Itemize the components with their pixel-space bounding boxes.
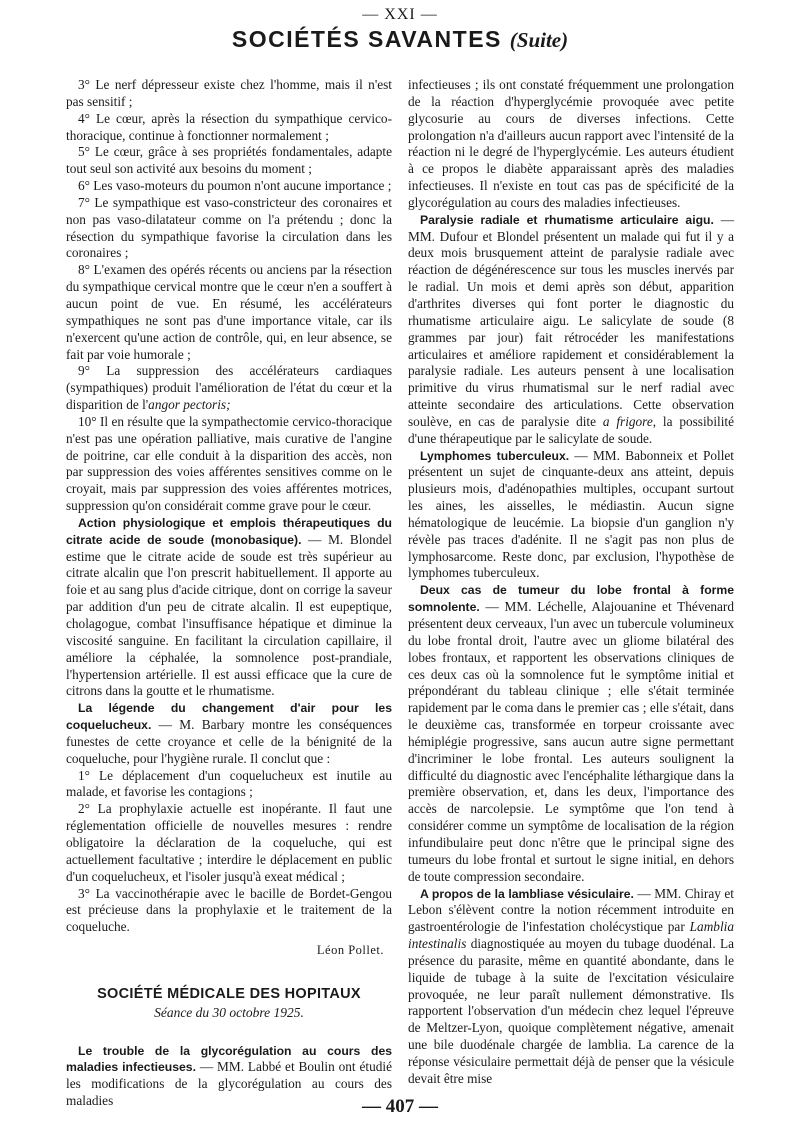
paragraph: 2° La prophylaxie actuelle est inopérante. Il faut une réglementation officielle de nouvelles mesures : rendre obligatoire la déclaration de la coqueluche, qui est actuellement facultative ; interdire le déplacement en public d'un coquelucheux, et l'isoler jusqu'à exeat médical ; [66,801,392,884]
article-body: — MM. Dufour et Blondel présentent un malade qui fut il y a deux mois brusquement atteint de paralysie radiale avec réaction de dégénérescence sur tous les muscles inervés par le radial. Un mois et demi après son début, apparition d'arthrites diverses qui font porter le diagnostic du rhumatisme articulaire aigu. Le salicylate de soude (8 grammes par jour) fait rétrocéder les manifestations articulaires et améliore rapidement et considérablement la paralysie radiale. Les auteurs pensent à une localisation primitive du virus rhumatismal sur le nerf radial avec atteinte secondaire des articulations. Cette observation soulève, en cas de paralysie dite [408,211,734,429]
article-coqueluche [66,700,392,767]
paragraph: 5° Le cœur, grâce à ses propriétés fondamentales, adapte tout seul son activité aux besoins du moment ; [66,144,392,177]
article-tumeur [408,582,734,885]
italic-term: Lamblia intestinalis [408,919,734,952]
article-body: — M. Blondel estime que le citrate acide de soude est très supérieur au citrate alcalin que l'on prescrit habituellement. Il apporte au foie et au sang plus d'acide citrique, dont on corrige la saveur par addition d'un peu de citrate alcalin. Il est eupeptique, cholagogue, combat l'insuffisance hépatique et diminue la viscosité sanguine. En facilitant la circulation capillaire, il améliore la céphalée, la somnolence post-prandiale, l'hypertension artérielle. Il est aussi efficace que la cure de citrons dans la goutte et le rhumatisme. [66,531,392,699]
session-date: Séance du 30 octobre 1925. [154,1004,304,1020]
paragraph: 4° Le cœur, après la résection du sympathique cervico-thoracique, continue à fonctionner normalement ; [66,110,392,143]
article-body: — MM. Labbé et Boulin ont étudié les modifications de la glycorégulation au cours des maladies [66,1059,392,1109]
article-paralysie [408,212,734,448]
article-heading: La légende du changement d'air pour les coquelucheux. [66,701,392,733]
page-number: — 407 — [362,1096,438,1117]
article-citrate [66,515,392,700]
paragraph: 10° Il en résulte que la sympathectomie cervico-thoracique n'est pas une opération palliative, mais curative de l'angine de poitrine, car elle conduit à la disparition des accès, non par suppression des voies afférentes sensitives comme on le croyait, mais par suppression des voies afférentes motrices, suppression qu'on considérait comme grave pour le cœur. [66,413,392,514]
article-body: — MM. Léchelle, Alajouanine et Thévenard présentent deux cerveaux, l'un avec un tubercule volumineux du lobe frontal droit, l'autre avec un gliome bilatéral des lobes frontaux, et rapportent les observations cliniques de ces deux cas où la somnolence fut le symptôme initial et prépondérant du tableau clinique ; elle s'était terminée rapidement par le coma dans le premier cas ; elle s'était, dans le deuxième cas, transformée en torpeur croissante avec hémiplégie progressive, sans aucun autre signe permettant d'incriminer le lobe frontal. Les auteurs soulignent la difficulté du diagnostic avec l'encéphalite léthargique dans la première observation, et, dans les deux, l'importance des accès de narcolepsie. Le symptôme que l'on tend à considérer comme un symptôme de localisation de la région infundibulaire peut donc n'être que le principal signe des tumeurs du lobe frontal et surtout le signe initial, en dehors de toute compression secondaire. [408,599,734,884]
article-heading: A propos de la lambliase vésiculaire. [420,886,634,901]
paragraph: infectieuses ; ils ont constaté fréquemment une prolongation de la réaction d'hyperglycémie provoquée avec petite glycosurie au cours de diverses infections. Cette prolongation n'a d'ailleurs aucun rapport avec l'intensité de la réaction ni le degré de l'hyperglycémie. Les auteurs étudient à ce propos le diabète apparaissant après des maladies infectieuses. Il n'existe en tout cas pas de spécificité de la glycorégulation au cours des maladies infectieuses. [408,77,734,210]
section-header [0,26,800,53]
paragraph: 3° Le nerf dépresseur existe chez l'homme, mais il n'est pas sensitif ; [66,77,392,109]
paragraph [66,363,392,414]
italic-term: angor pectoris; [148,397,231,413]
article-heading: Le trouble de la glycorégulation au cours des maladies infectieuses. [66,1043,392,1075]
article-lambliase [408,886,734,1088]
paragraph: 3° La vaccinothérapie avec le bacille de Bordet-Gengou est précieuse dans la prophylaxie et le traitement de la coqueluche. [66,885,392,935]
article-heading: Lymphomes tuberculeux. [420,448,570,463]
paragraph: 1° Le déplacement d'un coquelucheux est inutile au malade, et favorise les contagions ; [66,767,392,800]
article-lymphomes [408,448,734,583]
section-title: SOCIÉTÉ MÉDICALE DES HOPITAUX [97,985,361,1002]
header-title: SOCIÉTÉS SAVANTES [231,26,502,52]
paragraph: 8° L'examen des opérés récents ou anciens par la résection du sympathique cervical montre que le cœur n'en a souffert à aucun point de vue. En résumé, les accélérateurs sympathiques ne sont pas d'une importance vitale, car ils n'exercent qu'une action de contrôle, qui, en leur absence, se fait par voie humorale ; [66,262,392,362]
right-column [408,77,734,1088]
article-heading: Action physiologique et emplois thérapeutiques du citrate acide de soude (monobasique). [66,515,392,547]
author-signature: Léon Pollet. [316,943,384,958]
paragraph: 7° Le sympathique est vaso-constricteur des coronaires et non pas vaso-dilatateur comme on l'a prétendu ; donc la résection du sympathique favorise la circulation dans les coronaires ; [66,194,392,261]
article-body: — MM. Babonneix et Pollet présentent un sujet de cinquante-deux ans atteint, depuis plusieurs mois, d'adénopathies multiples, occupant surtout les aines, les aisselles, le médiastin. Aucun signe hématologique de leucémie. La biopsie d'un ganglion n'y révèle pas traces d'adénite. Il ne s'agit pas non plus de lymphosarcome. Reste donc, par exclusion, l'hypothèse de lymphomes tuberculeux. [408,447,735,581]
text-run: 9° La suppression des accélérateurs cardiaques (sympathiques) produit l'amélioration de l'état du cœur et la disparition de l' [66,363,392,413]
article-body: , la possibilité d'une thérapeutique par le salicylate de soude. [408,413,735,446]
article-heading: Deux cas de tumeur du lobe frontal à forme somnolente. [408,583,734,615]
italic-term: a frigore [602,413,653,429]
roman-page-number: — XXI — [362,6,438,23]
header-suite: (Suite) [509,28,569,52]
article-body: — M. Barbary montre les conséquences funestes de cette croyance et celle de la bénignité de la coqueluche, pour l'hygiène rurale. Il conclut que : [66,717,392,766]
left-column [66,77,392,1110]
article-body: — MM. Chiray et Lebon s'élèvent contre la notion récemment introduite en gastroentérologie de l'infestation cholécystique par [408,885,734,935]
article-body: diagnostiquée au moyen du tubage duodénal. La présence du parasite, même en quantité abondante, dans le liquide de tubage à la suite de l'excitation vésiculaire provoquée, ne leur paraît nullement démonstrative. Ils rapportent l'observation d'un médecin chez lequel l'épreuve de Meltzer-Lyon, quoique complètement négative, amenait une bile duodénale chargée de lamblia. La carence de la réponse vésiculaire permettait déjà de penser que la vésicule devait être mise [408,936,734,1086]
paragraph: 6° Les vaso-moteurs du poumon n'ont aucune importance ; [78,178,392,194]
article-heading: Paralysie radiale et rhumatisme articulaire aigu. [420,212,714,227]
